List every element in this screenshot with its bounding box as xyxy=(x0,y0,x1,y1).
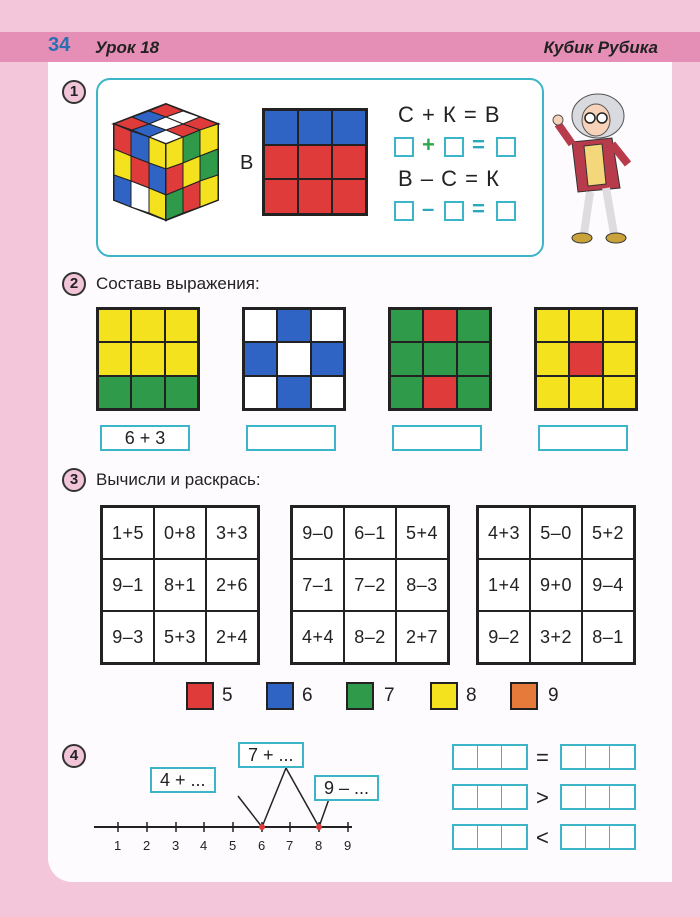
flat-face-grid xyxy=(262,108,368,216)
letter-v: В xyxy=(240,152,254,174)
legend-value: 9 xyxy=(548,685,559,706)
tick-label: 9 xyxy=(344,838,352,853)
compare-left-box[interactable] xyxy=(452,824,528,850)
answer-square[interactable] xyxy=(444,137,464,157)
task2-title: Составь выражения: xyxy=(96,274,260,293)
calc-cell[interactable]: 1+4 xyxy=(478,559,530,611)
calc-cell[interactable]: 8–2 xyxy=(344,611,396,663)
answer-square[interactable] xyxy=(394,137,414,157)
calc-cell[interactable]: 9+0 xyxy=(530,559,582,611)
calc-cell[interactable]: 8–3 xyxy=(396,559,448,611)
calc-cell[interactable]: 4+4 xyxy=(292,611,344,663)
calc-cell[interactable]: 5+3 xyxy=(154,611,206,663)
equation-v-minus-c: В – С = К xyxy=(398,166,500,191)
tick-label: 4 xyxy=(200,838,208,853)
calc-cell[interactable]: 3+2 xyxy=(530,611,582,663)
answer-square[interactable] xyxy=(496,137,516,157)
compare-right-box[interactable] xyxy=(560,744,636,770)
equation-c-plus-k: С + К = В xyxy=(398,102,501,127)
pattern-grid-2 xyxy=(242,307,346,411)
legend-value: 6 xyxy=(302,685,313,706)
calc-cell[interactable]: 4+3 xyxy=(478,507,530,559)
answer-square[interactable] xyxy=(496,201,516,221)
expression-answer-box[interactable] xyxy=(392,425,482,451)
legend-swatch-green xyxy=(346,682,374,710)
tick-label: 3 xyxy=(172,838,180,853)
legend-value: 7 xyxy=(384,685,395,706)
answer-square[interactable] xyxy=(444,201,464,221)
calc-cell[interactable]: 5–0 xyxy=(530,507,582,559)
compare-sign: < xyxy=(536,825,549,850)
number-line-tag[interactable]: 9 – ... xyxy=(314,775,379,801)
plus-sign: + xyxy=(422,132,435,157)
compare-right-box[interactable] xyxy=(560,824,636,850)
page-number: 34 xyxy=(48,34,71,56)
pattern-grid-1 xyxy=(96,307,200,411)
calc-cell[interactable]: 5+2 xyxy=(582,507,634,559)
calc-grid-2 xyxy=(290,505,450,665)
grid-cell xyxy=(264,110,298,145)
pattern-grid-3 xyxy=(388,307,492,411)
point-8 xyxy=(316,824,322,830)
legend-value: 8 xyxy=(466,685,477,706)
grid-cell xyxy=(298,110,332,145)
calc-cell[interactable]: 7–2 xyxy=(344,559,396,611)
legend-swatch-orange xyxy=(510,682,538,710)
calc-cell[interactable]: 2+7 xyxy=(396,611,448,663)
topic-title: Кубик Рубика xyxy=(543,38,658,57)
point-6 xyxy=(259,824,265,830)
calc-cell[interactable]: 9–3 xyxy=(102,611,154,663)
answer-square[interactable] xyxy=(394,201,414,221)
grid-cell xyxy=(264,179,298,214)
compare-left-box[interactable] xyxy=(452,784,528,810)
task-number-badge: 3 xyxy=(62,468,86,492)
calc-grid-3 xyxy=(476,505,636,665)
calc-cell[interactable]: 9–1 xyxy=(102,559,154,611)
rubiks-cube-illustration xyxy=(108,100,224,224)
legend-swatch-yellow xyxy=(430,682,458,710)
calc-cell[interactable]: 5+4 xyxy=(396,507,448,559)
calc-cell[interactable]: 9–2 xyxy=(478,611,530,663)
calc-cell[interactable]: 8+1 xyxy=(154,559,206,611)
lesson-title: Урок 18 xyxy=(95,38,160,57)
grid-cell xyxy=(298,145,332,180)
calc-cell[interactable]: 6–1 xyxy=(344,507,396,559)
pattern-grid-4 xyxy=(534,307,638,411)
number-line-tag[interactable]: 7 + ... xyxy=(238,742,304,768)
minus-sign: – xyxy=(422,196,435,221)
legend-swatch-red xyxy=(186,682,214,710)
grid-cell xyxy=(298,179,332,214)
compare-left-box[interactable] xyxy=(452,744,528,770)
equals-sign: = xyxy=(472,132,485,157)
compare-sign: > xyxy=(536,785,549,810)
equals-sign: = xyxy=(472,196,485,221)
compare-right-box[interactable] xyxy=(560,784,636,810)
task3-title: Вычисли и раскрась: xyxy=(96,470,261,489)
calc-cell[interactable]: 8–1 xyxy=(582,611,634,663)
calc-cell[interactable]: 2+6 xyxy=(206,559,258,611)
professor-character-illustration xyxy=(550,88,642,248)
calc-grid-1 xyxy=(100,505,260,665)
expression-answer-box[interactable] xyxy=(246,425,336,451)
task-number-badge: 1 xyxy=(62,80,86,104)
tick-label: 8 xyxy=(315,838,323,853)
grid-cell xyxy=(332,145,366,180)
legend-swatch-blue xyxy=(266,682,294,710)
task-number-badge: 4 xyxy=(62,744,86,768)
calc-cell[interactable]: 9–0 xyxy=(292,507,344,559)
tick-label: 7 xyxy=(286,838,294,853)
tick-label: 6 xyxy=(258,838,266,853)
expression-answer-box[interactable] xyxy=(538,425,628,451)
calc-cell[interactable]: 0+8 xyxy=(154,507,206,559)
tick-label: 1 xyxy=(114,838,122,853)
task-number-badge: 2 xyxy=(62,272,86,296)
compare-sign: = xyxy=(536,745,549,770)
legend-value: 5 xyxy=(222,685,233,706)
calc-cell[interactable]: 2+4 xyxy=(206,611,258,663)
calc-cell[interactable]: 7–1 xyxy=(292,559,344,611)
grid-cell xyxy=(332,179,366,214)
grid-cell xyxy=(332,110,366,145)
calc-cell[interactable]: 9–4 xyxy=(582,559,634,611)
number-line-tag[interactable]: 4 + ... xyxy=(150,767,216,793)
calc-cell[interactable]: 1+5 xyxy=(102,507,154,559)
tick-label: 2 xyxy=(143,838,151,853)
tick-label: 5 xyxy=(229,838,237,853)
calc-cell[interactable]: 3+3 xyxy=(206,507,258,559)
expression-answer-box[interactable]: 6 + 3 xyxy=(100,425,190,451)
grid-cell xyxy=(264,145,298,180)
